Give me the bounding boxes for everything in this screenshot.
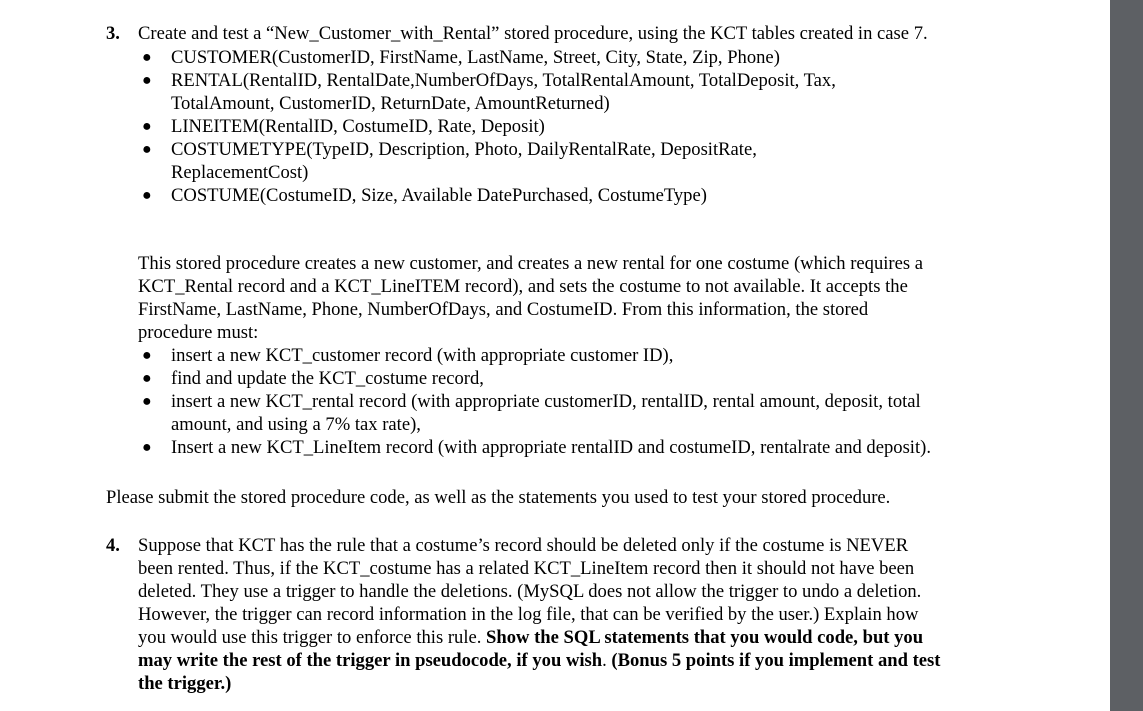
bullet-icon: ●: [142, 49, 152, 66]
bullet-icon: ●: [142, 72, 152, 89]
bullet-icon: ●: [142, 187, 152, 204]
list-item: ● LINEITEM(RentalID, CostumeID, Rate, Deposit): [142, 116, 545, 137]
question-3-number: 3.: [106, 23, 120, 44]
bullet-icon: ●: [142, 141, 152, 158]
bullet-icon: ●: [142, 347, 152, 364]
step-list: [138, 344, 931, 459]
list-item: ● CUSTOMER(CustomerID, FirstName, LastName, Street, City, State, Zip, Phone): [142, 47, 780, 68]
question-3-submit-note: Please submit the stored procedure code, as well as the statements you used to test your stored procedure.: [106, 487, 891, 508]
bullet-icon: ●: [142, 118, 152, 135]
bullet-icon: ●: [142, 393, 152, 410]
list-item: ● COSTUMETYPE(TypeID, Description, Photo, DailyRentalRate, DepositRate, ReplacementCost): [142, 139, 757, 183]
question-4-number: 4.: [106, 535, 120, 556]
list-item: ● insert a new KCT_rental record (with appropriate customerID, rentalID, rental amount, deposit, total amount, and using a 7% tax rate),: [142, 391, 921, 435]
list-item: ● find and update the KCT_costume record,: [142, 368, 484, 389]
bullet-icon: ●: [142, 370, 152, 387]
list-item: ● insert a new KCT_customer record (with appropriate customer ID),: [142, 345, 674, 366]
question-3-description: This stored procedure creates a new customer, and creates a new rental for one costume (which requires a KCT_Rental record and a KCT_LineITEM record), and sets the costume to not available. It accepts the FirstName, LastName, Phone, NumberOfDays, and CostumeID. From this information, the stored procedure must:: [138, 253, 924, 343]
question-3-intro: Create and test a “New_Customer_with_Rental” stored procedure, using the KCT tables created in case 7.: [138, 23, 928, 44]
list-item: ● COSTUME(CostumeID, Size, Available DatePurchased, CostumeType): [142, 185, 707, 206]
bullet-icon: ●: [142, 439, 152, 456]
table-list: [138, 46, 836, 207]
viewer-scrollbar[interactable]: [1110, 0, 1143, 711]
question-4-text: Suppose that KCT has the rule that a costume’s record should be deleted only if the costume is NEVER been rented. Thus, if the KCT_costume has a related KCT_LineItem record then it should not have been deleted. They use a trigger to handle the deletions. (MySQL does not allow the trigger to undo a deletion. However, the trigger can record information in the log file, that can be verified by the user.) Explain how you would use this trigger to enforce this rule. Show the SQL statements that you would code, but you may write the rest of the trigger in pseudocode, if you wish. (Bonus 5 points if you implement and test the trigger.): [138, 535, 941, 694]
list-item: ● Insert a new KCT_LineItem record (with appropriate rentalID and costumeID, rentalrate and deposit).: [142, 437, 931, 458]
list-item: ● RENTAL(RentalID, RentalDate,NumberOfDays, TotalRentalAmount, TotalDeposit, Tax, TotalAmount, CustomerID, ReturnDate, AmountReturned): [142, 70, 836, 114]
